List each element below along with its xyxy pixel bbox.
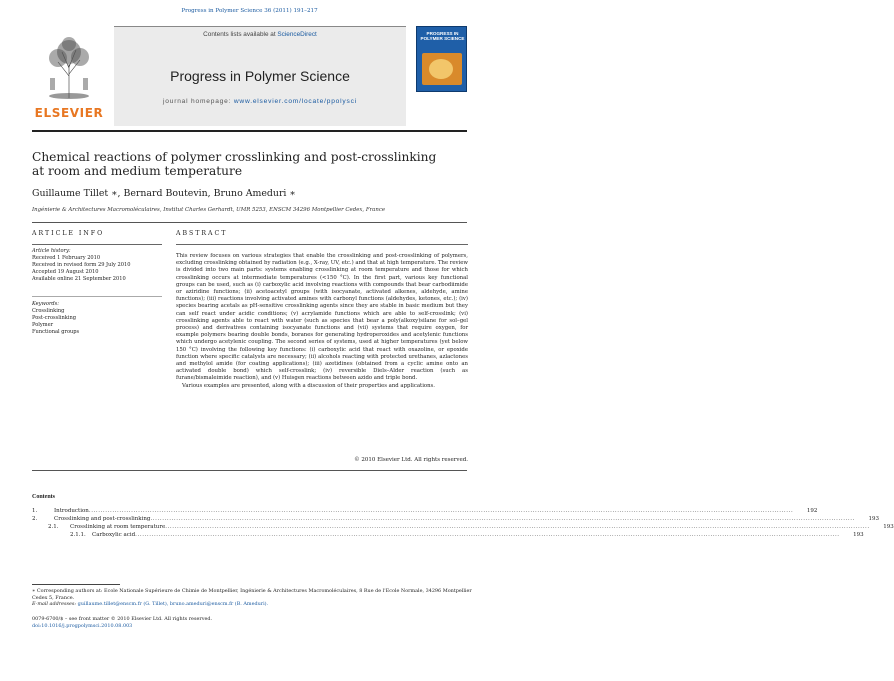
corresponding-author-note: ∗ Corresponding authors at: Ecole Nationale Supérieure de Chimie de Montpellier, Ingénierie & Architectures Macromoléculaires, 8 Rue de l'Ecole Normale, 34296 Montpellier Cedex 5, France. [32,588,472,601]
affiliation: Ingénierie & Architectures Macromoléculaires, Institut Charles Gerhardt, UMR 5253, ENSCM 34296 Montpellier Cedex, France [32,207,386,213]
journal-masthead [32,26,467,126]
header-divider [32,222,467,223]
journal-reference[interactable]: Progress in Polymer Science 36 (2011) 191–217 [181,8,318,14]
homepage-prefix: journal homepage: [163,98,234,105]
toc-entry[interactable] [32,524,894,532]
abstract-divider [176,244,468,245]
email-links[interactable]: guillaume.tillet@enscm.fr (G. Tillet), bruno.ameduri@enscm.fr (B. Ameduri). [77,601,269,608]
toc-entry-page: 193 [868,516,879,522]
history-label: Article history: [32,248,71,254]
masthead-divider [32,130,467,132]
email-label: E-mail addresses: [32,601,77,608]
toc-entry-title: Crosslinking and post-crosslinking [54,516,151,522]
history-item: Received 1 February 2010 [32,255,101,261]
toc-leader-dots: ............................................................................................................................................................................................................................................................................................................ [88,508,794,514]
history-item: Accepted 19 August 2010 [32,269,99,275]
elsevier-tree-icon [42,34,96,100]
abstract-heading: ABSTRACT [176,230,228,237]
keyword: Post-crosslinking [32,315,77,321]
abstract-body [176,253,468,390]
abstract-bottom-divider [32,470,467,471]
history-item: Received in revised form 29 July 2010 [32,262,131,268]
keyword: Polymer [32,322,54,328]
toc-entry-number: 1. [32,508,38,514]
toc-entry-page: 193 [883,524,894,530]
homepage-link[interactable]: www.elsevier.com/locate/ppolysci [233,98,357,105]
publisher-logo[interactable] [32,26,106,126]
journal-header-box [114,26,406,126]
toc-entry-page: 192 [806,508,818,514]
issn-block [32,616,472,629]
footnote [32,588,472,608]
keywords-label: Keywords: [32,301,60,307]
toc-leader-dots: ............................................................................................................................................................................................................................................................................................................ [165,524,870,530]
email-line [32,601,472,608]
cover-artwork-detail [429,59,453,79]
issn-line: 0079-6700/$ – see front matter © 2010 Elsevier Ltd. All rights reserved. [32,616,213,622]
toc-entry[interactable] [32,532,864,540]
elsevier-wordmark: ELSEVIER [34,106,104,120]
article-history [32,248,162,283]
toc-entry-number: 2.1.1. [70,532,86,538]
journal-title: Progress in Polymer Science [170,68,350,84]
authors[interactable]: Guillaume Tillet ∗, Bernard Boutevin, Bruno Ameduri ∗ [32,188,296,199]
contents-heading: Contents [32,494,56,500]
article-title [32,150,472,178]
keywords [32,301,162,336]
toc-entry-title: Carboxylic acid [92,532,136,538]
keyword: Crosslinking [32,308,65,314]
toc-leader-dots: ............................................................................................................................................................................................................................................................................................................ [150,516,855,522]
toc-entry[interactable] [32,508,818,516]
abstract-paragraph: Various examples are presented, along with a discussion of their properties and applications. [182,382,436,389]
journal-homepage [114,98,406,105]
abstract-paragraph: This review focuses on various strategies that enable the crosslinking and post-crosslinking of polymers, excluding crosslinking obtained by radiation (e.g., X-ray, UV, etc.) and that at high temperature. The review is divided into two main parts: systems enabling crosslinking at room temperature and those for which crosslinking occurs at intermediate temperatures (<150 °C). In the first part, various key functional groups can be used, such as (i) carboxylic acid involving reactions with compounds that bear carbodiimide or aziridine functions; (ii) acetoacetyl groups (with isocyanate, activated alkenes, aldehyde, amine functions); (iii) reactions involving activated amines with carbonyl functions (aldehydes, ketones, etc.); (iv) species bearing acetals as pH-sensitive crosslinking agents since they are stable in basic medium but they can self react under acidic conditions; (v) acrylamide functions which are able to self-crosslink; (vi) crosslinking agents able to react with water (such as species that bear a poly(alkoxy)silane for sol–gel process) and derivatives containing isocyanate functions and (vii) systems that require oxygen, for example polymers bearing double bonds, boranes for generating hydroperoxides and acetylenic functions which undergo acetylenic coupling. The second series of systems, used at higher temperatures (yet below 150 °C) involving the following key functions: (i) carboxylic acid that react with oxazoline, or epoxide function where specific catalysts are necessary; (ii) alcohols reacting with protected urethanes, azlactones and methylol amide (for coating applications); (iii) azetidines (obtained from a cyclic amine onto an activated double bond) which self-crosslink; (iv) reversible Diels–Alder reaction (such as furane/bismaleimide reaction), and (v) Huisgen reactions between azido and triple bond. [176,253,468,382]
toc-entry-title: Introduction [54,508,89,514]
toc-entry-number: 2. [32,516,38,522]
toc-entry-title: Crosslinking at room temperature [70,524,166,530]
keywords-divider [32,296,162,297]
journal-cover-thumbnail[interactable] [416,26,467,92]
article-info-heading: ARTICLE INFO [32,230,105,237]
toc-entry-page: 193 [853,532,864,538]
contents-available-line [114,31,406,38]
toc-leader-dots: ............................................................................................................................................................................................................................................................................................................ [135,532,840,538]
toc-entry-number: 2.1. [48,524,59,530]
contents-prefix: Contents lists available at [203,31,278,38]
history-item: Available online 21 September 2010 [32,276,126,282]
doi-link[interactable]: doi:10.1016/j.progpolymsci.2010.08.003 [32,622,133,629]
toc-entry[interactable] [32,516,879,524]
article-title-line-2: at room and medium temperature [32,164,243,178]
footnote-divider [32,584,120,585]
article-info-divider [32,244,162,245]
sciencedirect-link[interactable]: ScienceDirect [277,31,317,38]
article-title-line-1: Chemical reactions of polymer crosslinking and post-crosslinking [32,150,437,164]
cover-title: PROGRESS IN POLYMER SCIENCE [420,31,465,42]
table-of-contents [32,508,894,540]
copyright-notice: © 2010 Elsevier Ltd. All rights reserved. [354,457,468,463]
keyword: Functional groups [32,329,80,335]
